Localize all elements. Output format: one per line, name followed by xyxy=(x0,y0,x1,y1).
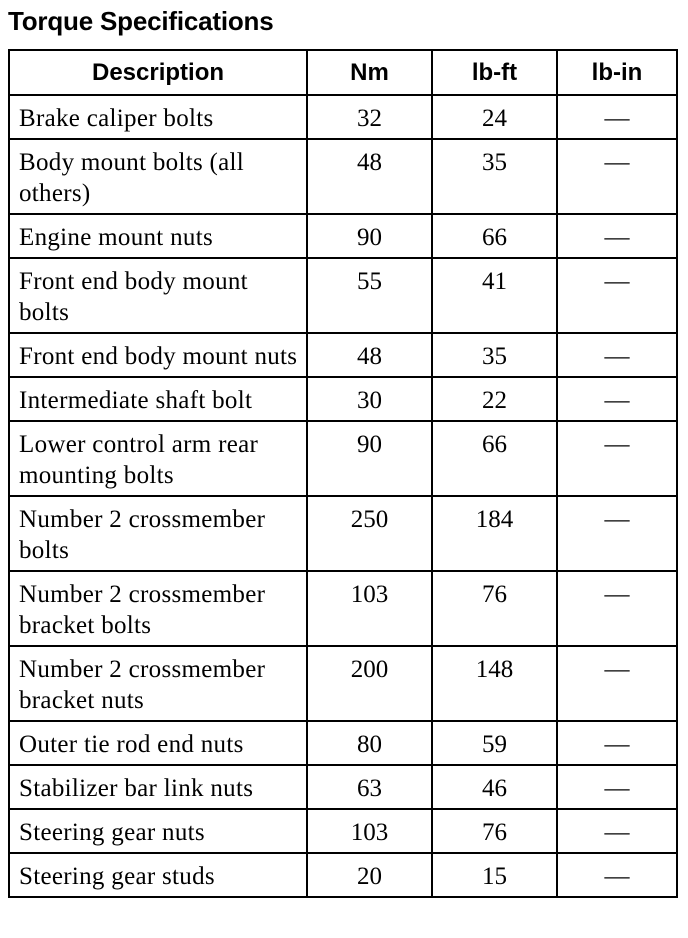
lb-in-cell: — xyxy=(557,853,677,897)
lb-ft-cell: 35 xyxy=(432,333,557,377)
nm-cell: 250 xyxy=(307,496,432,571)
table-row xyxy=(9,139,677,214)
lb-ft-cell: 15 xyxy=(432,853,557,897)
page-title: Torque Specifications xyxy=(8,6,274,36)
table-row xyxy=(9,721,677,765)
description-cell: Number 2 crossmember bracket nuts xyxy=(9,646,307,721)
description-cell: Body mount bolts (all others) xyxy=(9,139,307,214)
nm-cell: 80 xyxy=(307,721,432,765)
lb-in-cell: — xyxy=(557,333,677,377)
description-cell: Stabilizer bar link nuts xyxy=(9,765,307,809)
table-row xyxy=(9,496,677,571)
lb-ft-cell: 22 xyxy=(432,377,557,421)
lb-in-cell: — xyxy=(557,571,677,646)
lb-ft-cell: 148 xyxy=(432,646,557,721)
description-cell: Brake caliper bolts xyxy=(9,95,307,139)
lb-in-cell: — xyxy=(557,421,677,496)
table-row xyxy=(9,95,677,139)
nm-cell: 55 xyxy=(307,258,432,333)
lb-ft-cell: 76 xyxy=(432,809,557,853)
table-header-row xyxy=(9,50,677,95)
lb-ft-cell: 66 xyxy=(432,214,557,258)
description-cell: Front end body mount bolts xyxy=(9,258,307,333)
nm-cell: 103 xyxy=(307,809,432,853)
description-cell: Engine mount nuts xyxy=(9,214,307,258)
lb-in-cell: — xyxy=(557,496,677,571)
table-row xyxy=(9,421,677,496)
table-row xyxy=(9,646,677,721)
description-cell: Number 2 crossmember bolts xyxy=(9,496,307,571)
lb-ft-cell: 59 xyxy=(432,721,557,765)
column-header-lb-in: lb-in xyxy=(557,50,677,95)
description-cell: Front end body mount nuts xyxy=(9,333,307,377)
table-row xyxy=(9,765,677,809)
column-header-lb-ft: lb-ft xyxy=(432,50,557,95)
lb-in-cell: — xyxy=(557,139,677,214)
nm-cell: 48 xyxy=(307,139,432,214)
lb-ft-cell: 66 xyxy=(432,421,557,496)
table-row xyxy=(9,333,677,377)
table-row xyxy=(9,258,677,333)
lb-in-cell: — xyxy=(557,765,677,809)
table-row xyxy=(9,853,677,897)
description-cell: Steering gear studs xyxy=(9,853,307,897)
lb-in-cell: — xyxy=(557,646,677,721)
column-header-nm: Nm xyxy=(307,50,432,95)
table-row xyxy=(9,809,677,853)
nm-cell: 200 xyxy=(307,646,432,721)
nm-cell: 48 xyxy=(307,333,432,377)
description-cell: Lower control arm rear mounting bolts xyxy=(9,421,307,496)
table-row xyxy=(9,571,677,646)
lb-ft-cell: 46 xyxy=(432,765,557,809)
nm-cell: 20 xyxy=(307,853,432,897)
nm-cell: 30 xyxy=(307,377,432,421)
table-row xyxy=(9,377,677,421)
description-cell: Steering gear nuts xyxy=(9,809,307,853)
nm-cell: 32 xyxy=(307,95,432,139)
lb-in-cell: — xyxy=(557,377,677,421)
nm-cell: 103 xyxy=(307,571,432,646)
nm-cell: 90 xyxy=(307,421,432,496)
description-cell: Number 2 crossmember bracket bolts xyxy=(9,571,307,646)
torque-spec-table xyxy=(8,49,678,898)
lb-in-cell: — xyxy=(557,95,677,139)
lb-ft-cell: 76 xyxy=(432,571,557,646)
lb-ft-cell: 24 xyxy=(432,95,557,139)
lb-ft-cell: 184 xyxy=(432,496,557,571)
lb-ft-cell: 35 xyxy=(432,139,557,214)
table-row xyxy=(9,214,677,258)
lb-in-cell: — xyxy=(557,214,677,258)
lb-in-cell: — xyxy=(557,721,677,765)
description-cell: Intermediate shaft bolt xyxy=(9,377,307,421)
column-header-description: Description xyxy=(9,50,307,95)
description-cell: Outer tie rod end nuts xyxy=(9,721,307,765)
lb-ft-cell: 41 xyxy=(432,258,557,333)
lb-in-cell: — xyxy=(557,258,677,333)
nm-cell: 90 xyxy=(307,214,432,258)
lb-in-cell: — xyxy=(557,809,677,853)
nm-cell: 63 xyxy=(307,765,432,809)
